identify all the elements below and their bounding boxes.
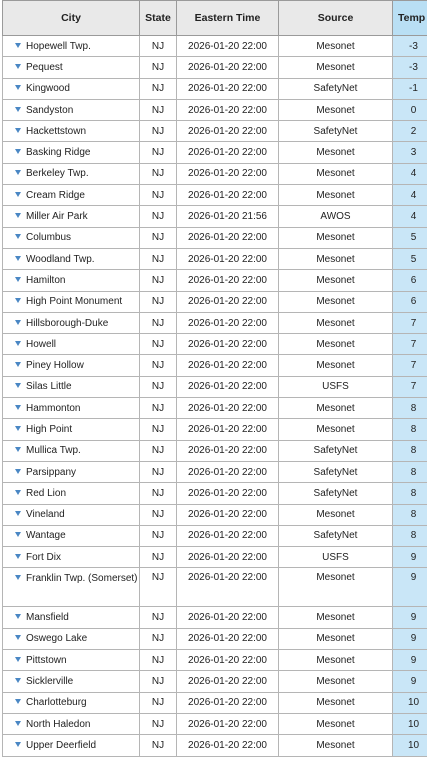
city-name: Mansfield bbox=[26, 612, 69, 623]
state-cell: NJ bbox=[140, 227, 177, 248]
source-cell: Mesonet bbox=[279, 291, 393, 312]
state-cell: NJ bbox=[140, 121, 177, 142]
source-cell: Mesonet bbox=[279, 270, 393, 291]
table-row[interactable] bbox=[3, 291, 427, 312]
temp-cell: 9 bbox=[393, 607, 427, 628]
caret-down-icon[interactable] bbox=[15, 678, 21, 683]
state-cell: NJ bbox=[140, 163, 177, 184]
city-cell bbox=[3, 142, 140, 163]
temp-cell: 8 bbox=[393, 461, 427, 482]
time-cell: 2026-01-20 22:00 bbox=[177, 735, 279, 756]
table-row[interactable] bbox=[3, 735, 427, 756]
city-name: Kingwood bbox=[26, 83, 70, 94]
table-row[interactable] bbox=[3, 504, 427, 525]
city-name: Miller Air Park bbox=[26, 211, 88, 222]
city-cell bbox=[3, 504, 140, 525]
state-cell: NJ bbox=[140, 735, 177, 756]
temp-cell: 0 bbox=[393, 99, 427, 120]
caret-down-icon[interactable] bbox=[15, 575, 21, 580]
time-cell: 2026-01-20 22:00 bbox=[177, 142, 279, 163]
city-name: Upper Deerfield bbox=[26, 740, 96, 751]
time-cell: 2026-01-20 22:00 bbox=[177, 440, 279, 461]
state-cell: NJ bbox=[140, 419, 177, 440]
state-cell: NJ bbox=[140, 36, 177, 57]
state-cell: NJ bbox=[140, 607, 177, 628]
time-cell: 2026-01-20 22:00 bbox=[177, 547, 279, 568]
state-cell: NJ bbox=[140, 270, 177, 291]
table-row[interactable] bbox=[3, 121, 427, 142]
caret-down-icon[interactable] bbox=[15, 213, 21, 218]
city-cell bbox=[3, 735, 140, 756]
time-cell: 2026-01-20 22:00 bbox=[177, 334, 279, 355]
caret-down-icon[interactable] bbox=[15, 511, 21, 516]
source-cell: SafetyNet bbox=[279, 461, 393, 482]
time-cell: 2026-01-20 22:00 bbox=[177, 650, 279, 671]
source-cell: AWOS bbox=[279, 206, 393, 227]
source-cell: USFS bbox=[279, 376, 393, 397]
caret-down-icon[interactable] bbox=[15, 277, 21, 282]
temp-cell: 6 bbox=[393, 270, 427, 291]
city-cell bbox=[3, 355, 140, 376]
city-cell bbox=[3, 671, 140, 692]
state-cell: NJ bbox=[140, 483, 177, 504]
table-row[interactable] bbox=[3, 227, 427, 248]
table-row[interactable] bbox=[3, 36, 427, 57]
source-cell: Mesonet bbox=[279, 692, 393, 713]
state-cell: NJ bbox=[140, 628, 177, 649]
city-cell bbox=[3, 607, 140, 628]
caret-down-icon[interactable] bbox=[15, 192, 21, 197]
state-cell: NJ bbox=[140, 355, 177, 376]
caret-down-icon[interactable] bbox=[15, 170, 21, 175]
state-cell: NJ bbox=[140, 398, 177, 419]
caret-down-icon[interactable] bbox=[15, 256, 21, 261]
table-row[interactable] bbox=[3, 355, 427, 376]
city-name: Parsippany bbox=[26, 467, 76, 478]
city-cell bbox=[3, 461, 140, 482]
table-row[interactable] bbox=[3, 461, 427, 482]
table-row[interactable] bbox=[3, 692, 427, 713]
city-name: Basking Ridge bbox=[26, 147, 90, 158]
table-row[interactable] bbox=[3, 398, 427, 419]
source-cell: USFS bbox=[279, 547, 393, 568]
city-name: Hammonton bbox=[26, 403, 80, 414]
caret-down-icon[interactable] bbox=[15, 742, 21, 747]
city-cell bbox=[3, 312, 140, 333]
header-row bbox=[3, 1, 427, 36]
time-cell: 2026-01-20 22:00 bbox=[177, 78, 279, 99]
table-row[interactable] bbox=[3, 650, 427, 671]
city-name: Red Lion bbox=[26, 488, 66, 499]
caret-down-icon[interactable] bbox=[15, 298, 21, 303]
caret-down-icon[interactable] bbox=[15, 341, 21, 346]
city-cell bbox=[3, 78, 140, 99]
time-cell: 2026-01-20 22:00 bbox=[177, 248, 279, 269]
state-cell: NJ bbox=[140, 185, 177, 206]
source-cell: Mesonet bbox=[279, 99, 393, 120]
city-cell bbox=[3, 376, 140, 397]
table-body bbox=[3, 36, 427, 757]
column-header-state[interactable]: State bbox=[140, 1, 177, 36]
time-cell: 2026-01-20 22:00 bbox=[177, 355, 279, 376]
temp-cell: 9 bbox=[393, 628, 427, 649]
city-cell bbox=[3, 57, 140, 78]
table-row[interactable] bbox=[3, 206, 427, 227]
state-cell: NJ bbox=[140, 568, 177, 607]
table-row[interactable] bbox=[3, 376, 427, 397]
city-name: Oswego Lake bbox=[26, 633, 87, 644]
source-cell: SafetyNet bbox=[279, 440, 393, 461]
city-name: High Point Monument bbox=[26, 296, 122, 307]
temp-cell: 7 bbox=[393, 334, 427, 355]
caret-down-icon[interactable] bbox=[15, 657, 21, 662]
city-cell bbox=[3, 206, 140, 227]
source-cell: Mesonet bbox=[279, 36, 393, 57]
source-cell: Mesonet bbox=[279, 355, 393, 376]
city-name: North Haledon bbox=[26, 719, 90, 730]
city-cell bbox=[3, 419, 140, 440]
state-cell: NJ bbox=[140, 142, 177, 163]
temp-cell: 7 bbox=[393, 355, 427, 376]
time-cell: 2026-01-20 22:00 bbox=[177, 121, 279, 142]
source-cell: SafetyNet bbox=[279, 121, 393, 142]
table-row[interactable] bbox=[3, 713, 427, 734]
time-cell: 2026-01-20 22:00 bbox=[177, 163, 279, 184]
city-name: Hopewell Twp. bbox=[26, 41, 91, 52]
temp-cell: 5 bbox=[393, 248, 427, 269]
caret-down-icon[interactable] bbox=[15, 554, 21, 559]
city-name: Charlotteburg bbox=[26, 697, 87, 708]
table-row[interactable] bbox=[3, 628, 427, 649]
temp-cell: 8 bbox=[393, 483, 427, 504]
caret-down-icon[interactable] bbox=[15, 447, 21, 452]
state-cell: NJ bbox=[140, 291, 177, 312]
city-cell bbox=[3, 547, 140, 568]
caret-down-icon[interactable] bbox=[15, 149, 21, 154]
time-cell: 2026-01-20 22:00 bbox=[177, 57, 279, 78]
temp-cell: 10 bbox=[393, 713, 427, 734]
time-cell: 2026-01-20 22:00 bbox=[177, 419, 279, 440]
state-cell: NJ bbox=[140, 99, 177, 120]
city-name: Hackettstown bbox=[26, 126, 86, 137]
state-cell: NJ bbox=[140, 692, 177, 713]
column-header-source[interactable]: Source bbox=[279, 1, 393, 36]
table-row[interactable] bbox=[3, 547, 427, 568]
temp-cell: 9 bbox=[393, 671, 427, 692]
table-row[interactable] bbox=[3, 270, 427, 291]
temp-cell: 8 bbox=[393, 525, 427, 546]
city-cell bbox=[3, 334, 140, 355]
temp-cell: 9 bbox=[393, 650, 427, 671]
city-name: Hamilton bbox=[26, 275, 65, 286]
caret-down-icon[interactable] bbox=[15, 43, 21, 48]
source-cell: Mesonet bbox=[279, 312, 393, 333]
caret-down-icon[interactable] bbox=[15, 490, 21, 495]
time-cell: 2026-01-20 22:00 bbox=[177, 398, 279, 419]
source-cell: SafetyNet bbox=[279, 483, 393, 504]
city-name: Fort Dix bbox=[26, 552, 61, 563]
temp-cell: 7 bbox=[393, 312, 427, 333]
state-cell: NJ bbox=[140, 57, 177, 78]
city-cell bbox=[3, 227, 140, 248]
column-header-time[interactable]: Eastern Time bbox=[177, 1, 279, 36]
time-cell: 2026-01-20 22:00 bbox=[177, 312, 279, 333]
city-cell bbox=[3, 398, 140, 419]
temp-cell: 5 bbox=[393, 227, 427, 248]
table-row[interactable] bbox=[3, 525, 427, 546]
time-cell: 2026-01-20 22:00 bbox=[177, 99, 279, 120]
table-row[interactable] bbox=[3, 607, 427, 628]
source-cell: Mesonet bbox=[279, 607, 393, 628]
city-name: Woodland Twp. bbox=[26, 254, 95, 265]
time-cell: 2026-01-20 22:00 bbox=[177, 607, 279, 628]
caret-down-icon[interactable] bbox=[15, 85, 21, 90]
source-cell: Mesonet bbox=[279, 398, 393, 419]
source-cell: Mesonet bbox=[279, 735, 393, 756]
city-cell bbox=[3, 121, 140, 142]
source-cell: Mesonet bbox=[279, 142, 393, 163]
caret-down-icon[interactable] bbox=[15, 320, 21, 325]
state-cell: NJ bbox=[140, 461, 177, 482]
city-cell bbox=[3, 36, 140, 57]
source-cell: SafetyNet bbox=[279, 78, 393, 99]
city-name: High Point bbox=[26, 424, 72, 435]
caret-down-icon[interactable] bbox=[15, 469, 21, 474]
city-name: Columbus bbox=[26, 232, 71, 243]
temp-cell: 8 bbox=[393, 504, 427, 525]
temp-cell: -1 bbox=[393, 78, 427, 99]
table-row[interactable] bbox=[3, 483, 427, 504]
table-row[interactable] bbox=[3, 78, 427, 99]
source-cell: Mesonet bbox=[279, 568, 393, 607]
city-name: Pequest bbox=[26, 62, 63, 73]
source-cell: Mesonet bbox=[279, 671, 393, 692]
city-name: Wantage bbox=[26, 530, 66, 541]
source-cell: SafetyNet bbox=[279, 525, 393, 546]
city-name: Vineland bbox=[26, 509, 65, 520]
table-row[interactable] bbox=[3, 568, 427, 607]
source-cell: Mesonet bbox=[279, 504, 393, 525]
column-header-temp[interactable]: Temp bbox=[393, 1, 427, 36]
time-cell: 2026-01-20 22:00 bbox=[177, 713, 279, 734]
table-row[interactable] bbox=[3, 440, 427, 461]
table-row[interactable] bbox=[3, 99, 427, 120]
source-cell: Mesonet bbox=[279, 334, 393, 355]
caret-down-icon[interactable] bbox=[15, 635, 21, 640]
temp-cell: 4 bbox=[393, 185, 427, 206]
time-cell: 2026-01-20 22:00 bbox=[177, 504, 279, 525]
table-row[interactable] bbox=[3, 57, 427, 78]
source-cell: Mesonet bbox=[279, 248, 393, 269]
caret-down-icon[interactable] bbox=[15, 614, 21, 619]
source-cell: Mesonet bbox=[279, 57, 393, 78]
time-cell: 2026-01-20 22:00 bbox=[177, 483, 279, 504]
state-cell: NJ bbox=[140, 78, 177, 99]
source-cell: Mesonet bbox=[279, 163, 393, 184]
temp-cell: 9 bbox=[393, 547, 427, 568]
caret-down-icon[interactable] bbox=[15, 64, 21, 69]
city-name: Berkeley Twp. bbox=[26, 168, 89, 179]
temp-cell: 6 bbox=[393, 291, 427, 312]
temp-cell: 10 bbox=[393, 735, 427, 756]
source-cell: Mesonet bbox=[279, 650, 393, 671]
state-cell: NJ bbox=[140, 334, 177, 355]
time-cell: 2026-01-20 22:00 bbox=[177, 185, 279, 206]
state-cell: NJ bbox=[140, 713, 177, 734]
caret-down-icon[interactable] bbox=[15, 234, 21, 239]
time-cell: 2026-01-20 21:56 bbox=[177, 206, 279, 227]
city-cell bbox=[3, 291, 140, 312]
temp-cell: 8 bbox=[393, 419, 427, 440]
time-cell: 2026-01-20 22:00 bbox=[177, 270, 279, 291]
city-cell bbox=[3, 713, 140, 734]
state-cell: NJ bbox=[140, 248, 177, 269]
time-cell: 2026-01-20 22:00 bbox=[177, 461, 279, 482]
state-cell: NJ bbox=[140, 440, 177, 461]
state-cell: NJ bbox=[140, 504, 177, 525]
caret-down-icon[interactable] bbox=[15, 721, 21, 726]
temp-cell: 8 bbox=[393, 398, 427, 419]
table-row[interactable] bbox=[3, 312, 427, 333]
table-row[interactable] bbox=[3, 671, 427, 692]
caret-down-icon[interactable] bbox=[15, 107, 21, 112]
time-cell: 2026-01-20 22:00 bbox=[177, 376, 279, 397]
state-cell: NJ bbox=[140, 206, 177, 227]
temp-cell: -3 bbox=[393, 36, 427, 57]
city-cell bbox=[3, 440, 140, 461]
city-name: Piney Hollow bbox=[26, 360, 84, 371]
state-cell: NJ bbox=[140, 525, 177, 546]
source-cell: Mesonet bbox=[279, 419, 393, 440]
table-row[interactable] bbox=[3, 185, 427, 206]
caret-down-icon[interactable] bbox=[15, 426, 21, 431]
state-cell: NJ bbox=[140, 376, 177, 397]
table-row[interactable] bbox=[3, 163, 427, 184]
source-cell: Mesonet bbox=[279, 628, 393, 649]
temp-cell: -3 bbox=[393, 57, 427, 78]
city-name: Pittstown bbox=[26, 655, 67, 666]
temp-cell: 2 bbox=[393, 121, 427, 142]
table-row[interactable] bbox=[3, 419, 427, 440]
source-cell: Mesonet bbox=[279, 227, 393, 248]
city-cell bbox=[3, 628, 140, 649]
time-cell: 2026-01-20 22:00 bbox=[177, 36, 279, 57]
time-cell: 2026-01-20 22:00 bbox=[177, 628, 279, 649]
city-name: Sicklerville bbox=[26, 676, 73, 687]
time-cell: 2026-01-20 22:00 bbox=[177, 671, 279, 692]
source-cell: Mesonet bbox=[279, 713, 393, 734]
state-cell: NJ bbox=[140, 312, 177, 333]
temp-cell: 4 bbox=[393, 163, 427, 184]
state-cell: NJ bbox=[140, 671, 177, 692]
city-cell bbox=[3, 483, 140, 504]
table-row[interactable] bbox=[3, 248, 427, 269]
temp-cell: 10 bbox=[393, 692, 427, 713]
time-cell: 2026-01-20 22:00 bbox=[177, 227, 279, 248]
temp-cell: 4 bbox=[393, 206, 427, 227]
city-cell bbox=[3, 525, 140, 546]
caret-down-icon[interactable] bbox=[15, 362, 21, 367]
city-name: Hillsborough-Duke bbox=[26, 318, 108, 329]
city-cell bbox=[3, 568, 140, 607]
city-cell bbox=[3, 270, 140, 291]
time-cell: 2026-01-20 22:00 bbox=[177, 291, 279, 312]
city-name: Franklin Twp. (Somerset) bbox=[26, 573, 138, 584]
caret-down-icon[interactable] bbox=[15, 383, 21, 388]
city-name: Howell bbox=[26, 339, 56, 350]
temp-cell: 8 bbox=[393, 440, 427, 461]
state-cell: NJ bbox=[140, 650, 177, 671]
city-cell bbox=[3, 99, 140, 120]
time-cell: 2026-01-20 22:00 bbox=[177, 525, 279, 546]
city-name: Sandyston bbox=[26, 105, 73, 116]
city-cell bbox=[3, 650, 140, 671]
caret-down-icon[interactable] bbox=[15, 532, 21, 537]
city-name: Mullica Twp. bbox=[26, 445, 81, 456]
city-cell bbox=[3, 248, 140, 269]
city-cell bbox=[3, 163, 140, 184]
table-row[interactable] bbox=[3, 334, 427, 355]
city-cell bbox=[3, 185, 140, 206]
temp-cell: 3 bbox=[393, 142, 427, 163]
source-cell: Mesonet bbox=[279, 185, 393, 206]
caret-down-icon[interactable] bbox=[15, 405, 21, 410]
temp-cell: 7 bbox=[393, 376, 427, 397]
temp-cell: 9 bbox=[393, 568, 427, 607]
city-cell bbox=[3, 692, 140, 713]
city-name: Cream Ridge bbox=[26, 190, 85, 201]
state-cell: NJ bbox=[140, 547, 177, 568]
column-header-city[interactable]: City bbox=[3, 1, 140, 36]
caret-down-icon[interactable] bbox=[15, 699, 21, 704]
city-name: Silas Little bbox=[26, 381, 72, 392]
time-cell: 2026-01-20 22:00 bbox=[177, 692, 279, 713]
observations-table bbox=[2, 0, 427, 757]
caret-down-icon[interactable] bbox=[15, 128, 21, 133]
table-row[interactable] bbox=[3, 142, 427, 163]
time-cell: 2026-01-20 22:00 bbox=[177, 568, 279, 607]
